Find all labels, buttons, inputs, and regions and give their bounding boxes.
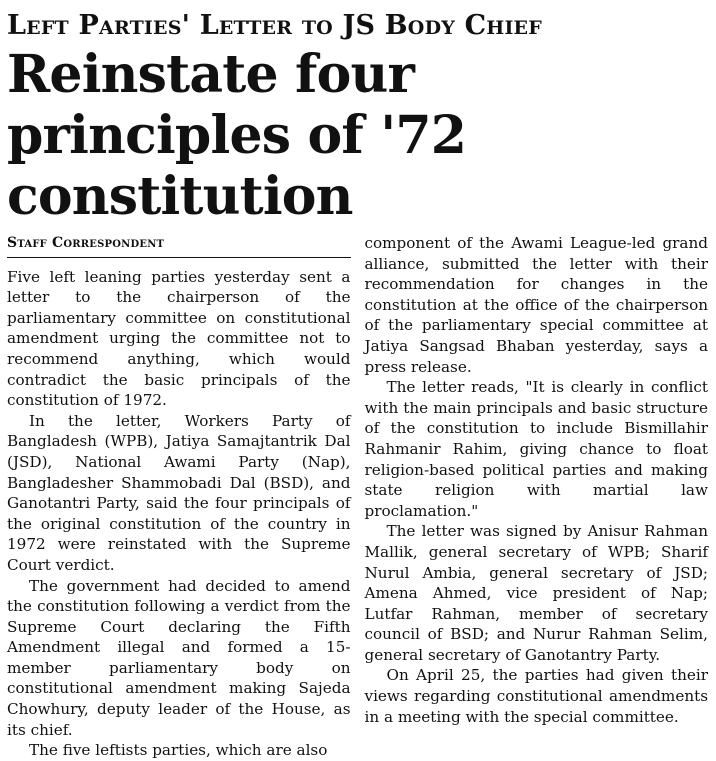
byline: Staff Correspondent <box>7 233 351 258</box>
kicker: Left Parties' Letter to JS Body Chief <box>7 10 542 41</box>
paragraph: The five leftists parties, which are also <box>29 741 328 760</box>
paragraph: The letter was signed by Anisur Rahman Mallik, general secretary of WPB; Sharif Nurul Ambia, general secretary of JSD; Amena Ahmed, vice president of Nap; Lutfar Rahman, member of secretary council of BSD; and Nurur Rahman Selim, general secretary of Ganotantry Party. <box>364 522 708 664</box>
column-left <box>7 233 351 761</box>
column-right <box>365 233 709 761</box>
paragraph: The government had decided to amend the constitution following a verdict from the Supreme Court declaring the Fifth Amendment illegal and formed a 15-member parliamentary body on constitutional amendment making Sajeda Chowhury, deputy leader of the House, as its chief. <box>7 576 351 739</box>
paragraph: The letter reads, "It is clearly in conflict with the main principals and basic structure of the constitution to include Bismillahir Rahmanir Rahim, giving chance to float religion-based political parties and making state religion with martial law proclamation." <box>364 378 708 520</box>
paragraph: On April 25, the parties had given their views regarding constitutional amendments in a meeting with the special committee. <box>364 666 708 726</box>
headline: Reinstate four principles of '72 constitution <box>7 44 467 227</box>
paragraph: Five left leaning parties yesterday sent a letter to the chairperson of the parliamentary committee on constitutional amendment urging the committee not to recommend anything, which would contradict the basic principals of the constitution of 1972. <box>7 267 351 410</box>
paragraph: In the letter, Workers Party of Bangladesh (WPB), Jatiya Samajtantrik Dal (JSD), National Awami Party (Nap), Bangladesher Shammobadi Dal (BSD), and Ganotantri Party, said the four principals of the original constitution of the country in 1972 were reinstated with the Supreme Court verdict. <box>7 411 351 574</box>
paragraph: component of the Awami League-led grand alliance, submitted the letter with their recommendation for changes in the constitution at the office of the chairperson of the parliamentary special committee at Jatiya Sangsad Bhaban yesterday, says a press release. <box>364 234 708 376</box>
article-body <box>7 233 708 761</box>
